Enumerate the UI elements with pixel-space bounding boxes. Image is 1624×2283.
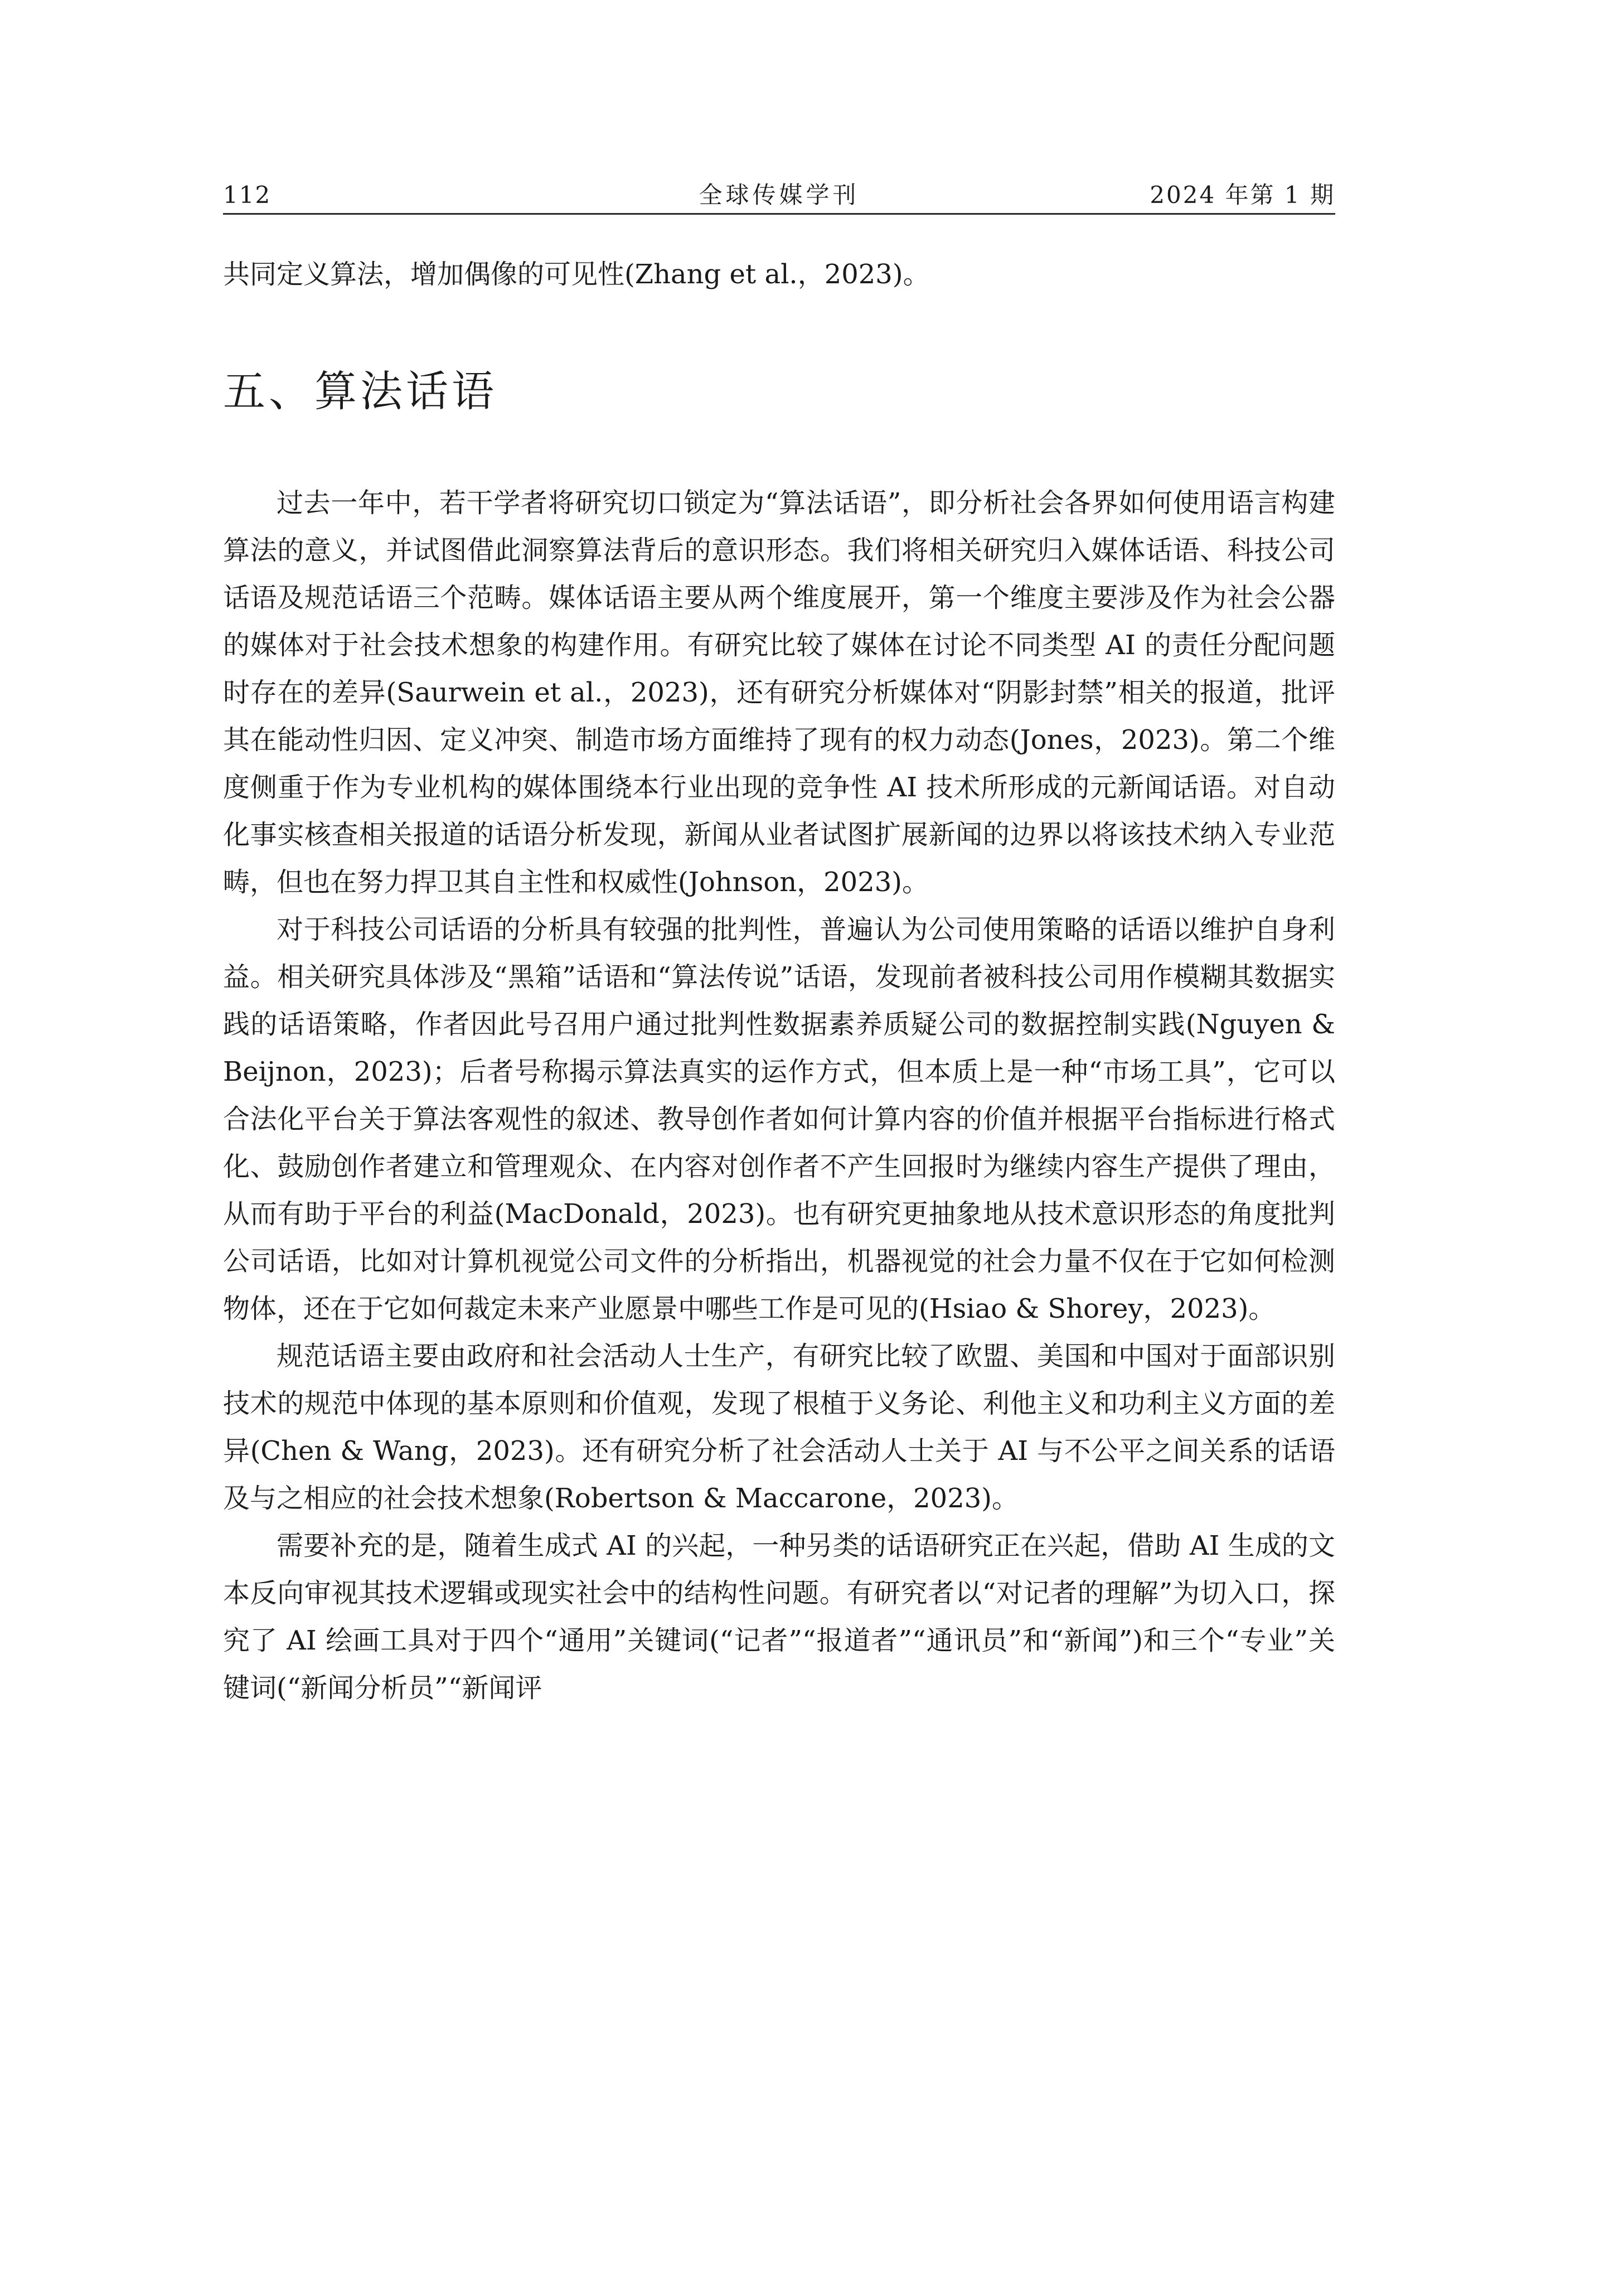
header-rule [223,213,1335,215]
body-text [223,251,1335,1712]
continued-paragraph: 共同定义算法，增加偶像的可见性(Zhang et al.，2023)。 [223,259,930,290]
paragraph-normative-discourse: 规范话语主要由政府和社会活动人士生产，有研究比较了欧盟、美国和中国对于面部识别技术的规范中体现的基本原则和价值观，发现了根植于义务论、利他主义和功利主义方面的差异(Chen & Wang，2023)。还有研究分析了社会活动人士关于 AI 与不公平之间关系的话语及与之相应的社会技术想象(Robertson & Maccarone，2023)。 [223,1341,1335,1514]
page-number: 112 [223,181,272,209]
paragraph-media-discourse: 过去一年中，若干学者将研究切口锁定为“算法话语”，即分析社会各界如何使用语言构建算法的意义，并试图借此洞察算法背后的意识形态。我们将相关研究归入媒体话语、科技公司话语及规范话语三个范畴。媒体话语主要从两个维度展开，第一个维度主要涉及作为社会公器的媒体对于社会技术想象的构建作用。有研究比较了媒体在讨论不同类型 AI 的责任分配问题时存在的差异(Saurwein et al.，2023)，还有研究分析媒体对“阴影封禁”相关的报道，批评其在能动性归因、定义冲突、制造市场方面维持了现有的权力动态(Jones，2023)。第二个维度侧重于作为专业机构的媒体围绕本行业出现的竞争性 AI 技术所形成的元新闻话语。对自动化事实核查相关报道的话语分析发现，新闻从业者试图扩展新闻的边界以将该技术纳入专业范畴，但也在努力捍卫其自主性和权威性(Johnson，2023)。 [223,487,1335,898]
paragraph-corporate-discourse: 对于科技公司话语的分析具有较强的批判性，普遍认为公司使用策略的话语以维护自身利益。相关研究具体涉及“黑箱”话语和“算法传说”话语，发现前者被科技公司用作模糊其数据实践的话语策略，作者因此号召用户通过批判性数据素养质疑公司的数据控制实践(Nguyen & Beijnon，2023)；后者号称揭示算法真实的运作方式，但本质上是一种“市场工具”，它可以合法化平台关于算法客观性的叙述、教导创作者如何计算内容的价值并根据平台指标进行格式化、鼓励创作者建立和管理观众、在内容对创作者不产生回报时为继续内容生产提供了理由，从而有助于平台的利益(MacDonald，2023)。也有研究更抽象地从技术意识形态的角度批判公司话语，比如对计算机视觉公司文件的分析指出，机器视觉的社会力量不仅在于它如何检测物体，还在于它如何裁定未来产业愿景中哪些工作是可见的(Hsiao & Shorey，2023)。 [223,914,1335,1324]
paragraph-generative-ai: 需要补充的是，随着生成式 AI 的兴起，一种另类的话语研究正在兴起，借助 AI 生成的文本反向审视其技术逻辑或现实社会中的结构性问题。有研究者以“对记者的理解”为切入口，探究了 AI 绘画工具对于四个“通用”关键词(“记者”“报道者”“通讯员”和“新闻”)和三个“专业”关键词(“新闻分析员”“新闻评 [223,1530,1335,1704]
journal-title: 全球传媒学刊 [699,181,860,209]
running-head [223,167,1335,212]
section-heading: 五、算法话语 [223,366,497,416]
issue-label: 2024 年第 1 期 [1150,181,1335,209]
